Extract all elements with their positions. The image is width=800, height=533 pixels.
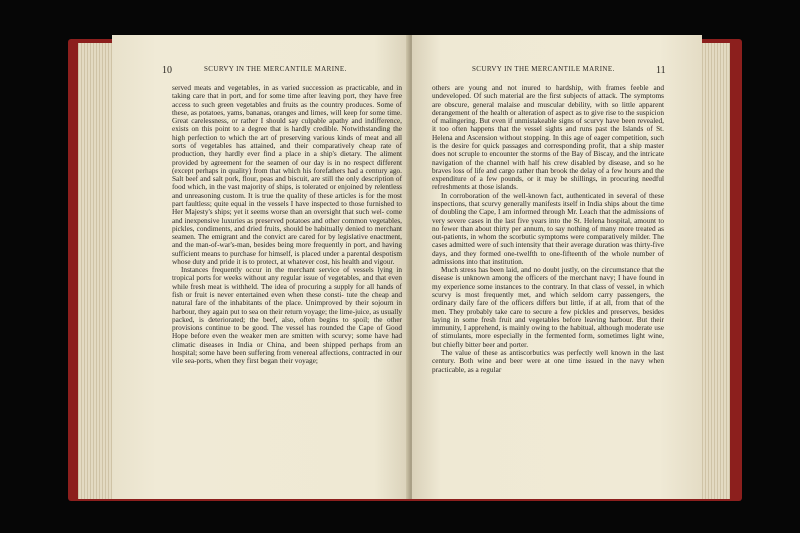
- paragraph: In corroboration of the well-known fact, authenticated in several of these inspections, that scurvy generally manifests itself in India ships about the time of doubling the Cape, I am informed through Mr. Leach that the admissions of very severe cases in the last five years into the St. Helena hospital, amount to no fewer than about thirty per annum, to say nothing of many more treated as out-patients, in whom the scorbutic symptoms were comparatively milder. The cases admitted were of such intensity that their average duration was thirty-five days, and they formed one-twelfth to one-fifteenth of the whole number of admissions into that institution.: [432, 190, 665, 266]
- right-page: [412, 35, 702, 499]
- paragraph: Instances frequently occur in the merchant service of vessels lying in tropical ports for weeks without any regular issue of vegetables, and that even while fresh meat is withheld. The idea of procuring a supply for all hands of fish or fruit is never entertained even when these consti- tute the cheap and natural fare of the inhabitants of the place. Unimproved by their sojourn in harbour, they again put to sea on their return voyage; the lime-juice, as usually packed, is deteriorated; the beef, also, often begins to spoil; the other provisions continue to be good. The vessel has rounded the Cape of Good Hope before even the weaker men are smitten with scurvy; some have had climatic diseases in India or China, and been shipped perhaps from an hospital; some have been suffering from venereal affections, contracted in our vile sea-ports, when they first began their voyage;: [172, 265, 402, 366]
- running-head-right: SCURVY IN THE MERCANTILE MARINE.: [472, 65, 615, 73]
- paragraph: The value of these as antiscorbutics was perfectly well known in the last century. Both wine and beer were at one time issued in the navy when practicable, as a regular: [432, 348, 664, 374]
- paragraph: served meats and vegetables, in as varied succession as practicable, and in taking care that in port, and for some time after leaving port, they have free access to such green vegetables and fruits as the country produces. Some of these, as potatoes, yams, bananas, oranges and limes, will keep for some time. Great carelessness, or rather I should say culpable apathy and indifference, exists on this point to a degree that is hardly credible. Notwithstanding the high perfection to which the art of preserving various kinds of meat and all sorts of vegetables has attained, and their comparatively cheap rate of production, they hardly ever find a place in a ship's dietary. The aliment provided by agreement for the seamen of our day is in no respect different (except perhaps in quality) from that which his forefathers had a century ago. Salt beef and salt pork, flour, peas and biscuit, are still the only description of food which, in the vast majority of ships, is tolerated or enjoined by relentless and unreasoning custom. It is true the quality of these articles is for the most part faultless; quite equal in the vessels I have inspected to those furnished to Her Majesty's ships; yet it seems worse than an oversight that such wel- come and inexpensive luxuries as preserved potatoes and other common vegetables, pickles, condiments, and dried fruits, should be habitually denied to merchant seamen. The emigrant and the convict are cared for by legislative enactment, and the man-of-war's-man, besides being more frequently in port, and having sufficient means to purchase for himself, is placed under a parental despotism whose duty and pride it is to protect, at whatever cost, his health and vigour.: [172, 83, 402, 266]
- paragraph: Much stress has been laid, and no doubt justly, on the circumstance that the disease is unknown among the officers of the merchant navy; I have found in my experience some instances to the contrary. In that class of vessel, in which scurvy is most frequently met, and which seldom carry passengers, the ordinary daily fare of the officers differs but little, if at all, from that of the men. They probably take care to secure a few pickles and preserves, besides laying in some fresh fruit and vegetables before leaving harbour. But their immunity, I apprehend, is mainly owing to the habitual, although moderate use of stimulants, more especially in the fermented form, sometimes light wine, but chiefly bitter beer and porter.: [432, 265, 664, 349]
- page-number-left: 10: [162, 65, 172, 76]
- body-text-right: [432, 84, 664, 374]
- open-book: [68, 33, 742, 503]
- body-text-left: [172, 84, 402, 366]
- left-page: [112, 35, 410, 499]
- page-number-right: 11: [656, 65, 666, 76]
- paragraph: others are young and not inured to hardship, with frames feeble and undeveloped. Of such material are the first subjects of attack. The symptoms are obscure, general malaise and muscular debility, with so little apparent derangement of the health or alteration of aspect as to give rise to the suspicion of malingering. But even if unmistakeable signs of scurvy have been revealed, it too often happens that the vessel sights and runs past the Islands of St. Helena and Ascension without stopping. In this age of eager competition, such is the desire for quick passages and corresponding profit, that a ship master does not scruple to encounter the storms of the Bay of Biscay, and the intricate navigation of the channel with half his crew disabled by disease, and so he braves loss of life and cargo rather than brook the delay of a few hours and the expenditure of a few pounds, or it may be shillings, in procuring needful refreshments at those islands.: [432, 83, 664, 192]
- running-head-left: SCURVY IN THE MERCANTILE MARINE.: [204, 65, 347, 73]
